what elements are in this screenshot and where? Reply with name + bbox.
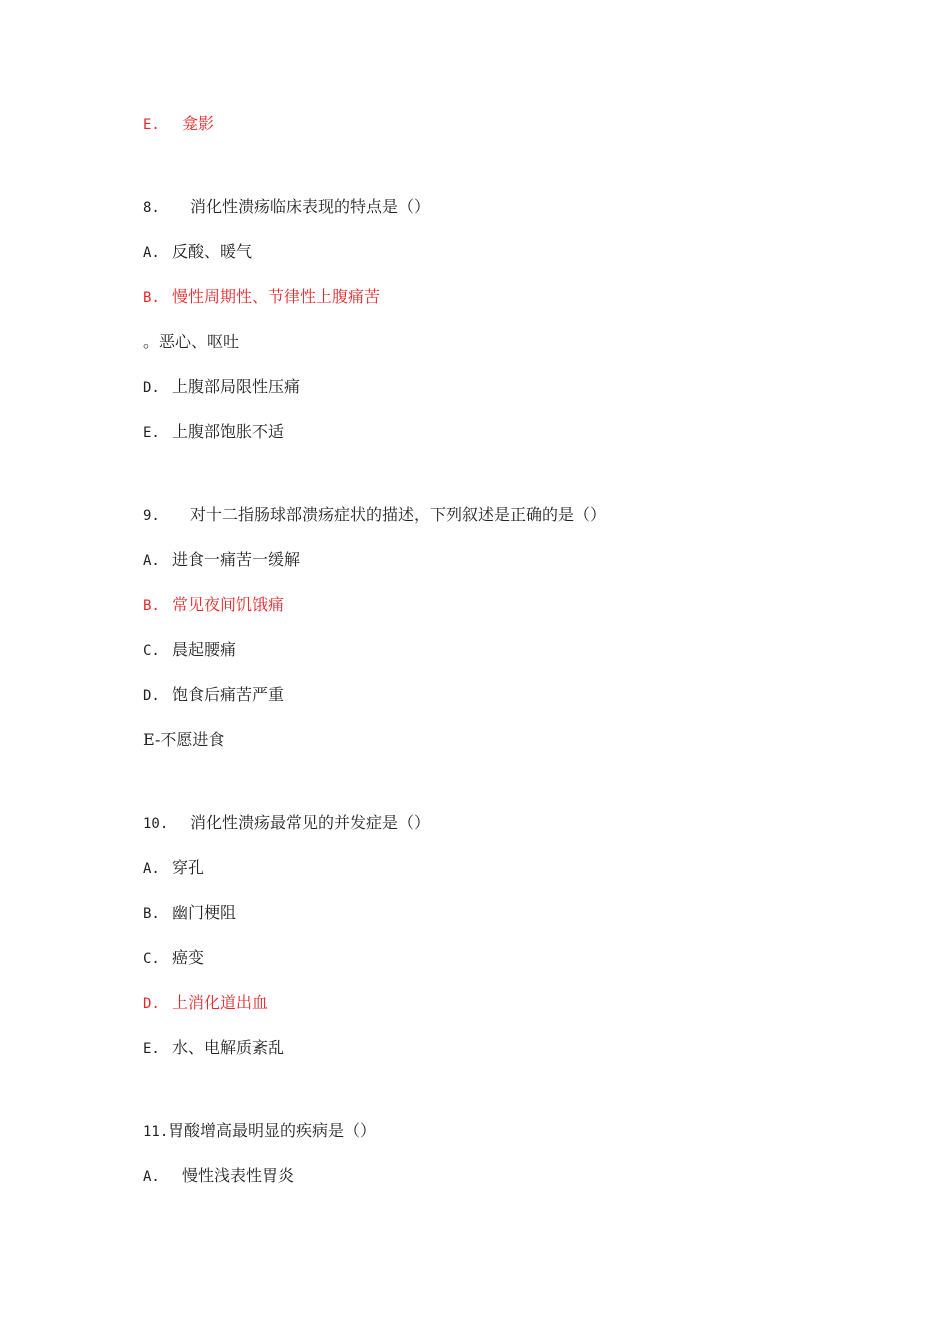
option-text: 上腹部局限性压痛 — [172, 377, 301, 396]
option-label: B. — [143, 906, 160, 922]
option-text: 癌变 — [172, 948, 205, 967]
option-text: 常见夜间饥饿痛 — [172, 595, 285, 614]
option-row — [143, 595, 284, 616]
option-row — [143, 287, 380, 308]
option-text: 水、电解质紊乱 — [172, 1038, 285, 1057]
option-text: 。恶心、呕吐 — [143, 332, 240, 351]
option-text: 反酸、暖气 — [172, 242, 253, 261]
option-row — [143, 114, 214, 135]
option-label: E. — [143, 117, 160, 133]
question-text: 胃酸增高最明显的疾病是（） — [168, 1121, 377, 1140]
question-stem — [143, 1121, 376, 1142]
option-label: B. — [143, 290, 160, 306]
option-row — [143, 685, 284, 706]
option-label: D. — [143, 996, 160, 1012]
option-row — [143, 948, 204, 969]
option-text: 上消化道出血 — [172, 993, 269, 1012]
option-row — [143, 422, 284, 443]
option-text: 进食一痛苦一缓解 — [172, 550, 301, 569]
question-number: 11. — [143, 1124, 169, 1140]
question-stem — [143, 505, 606, 526]
question-number: 9. — [143, 508, 160, 524]
option-text: E-不愿进食 — [143, 730, 225, 749]
option-text: 穿孔 — [172, 858, 205, 877]
option-text: 龛影 — [182, 114, 215, 133]
option-label: C. — [143, 951, 160, 967]
option-row — [143, 332, 239, 352]
option-label: A. — [143, 553, 160, 569]
option-row — [143, 903, 236, 924]
option-text: 幽门梗阻 — [172, 903, 237, 922]
option-row — [143, 242, 252, 263]
option-label: B. — [143, 598, 160, 614]
option-text: 慢性浅表性胃炎 — [182, 1166, 295, 1185]
option-label: D. — [143, 380, 160, 396]
question-stem — [143, 197, 430, 218]
option-text: 饱食后痛苦严重 — [172, 685, 285, 704]
option-text: 晨起腰痛 — [172, 640, 237, 659]
question-text: 消化性溃疡最常见的并发症是（） — [190, 813, 431, 832]
option-label: D. — [143, 688, 160, 704]
option-label: C. — [143, 643, 160, 659]
option-row — [143, 377, 300, 398]
option-row — [143, 1166, 294, 1187]
option-label: E. — [143, 425, 160, 441]
option-text: 上腹部饱胀不适 — [172, 422, 285, 441]
option-row — [143, 730, 224, 750]
option-text: 慢性周期性、节律性上腹痛苦 — [172, 287, 381, 306]
option-row — [143, 858, 204, 879]
option-label: A. — [143, 861, 160, 877]
question-number: 10. — [143, 816, 169, 832]
question-stem — [143, 813, 430, 834]
option-label: E. — [143, 1041, 160, 1057]
question-number: 8. — [143, 200, 160, 216]
option-row — [143, 993, 268, 1014]
option-label: A. — [143, 1169, 160, 1185]
option-row — [143, 1038, 284, 1059]
option-row — [143, 550, 300, 571]
option-label: A. — [143, 245, 160, 261]
option-row — [143, 640, 236, 661]
question-text: 对十二指肠球部溃疡症状的描述，下列叙述是正确的是（） — [190, 505, 607, 524]
question-text: 消化性溃疡临床表现的特点是（） — [190, 197, 431, 216]
